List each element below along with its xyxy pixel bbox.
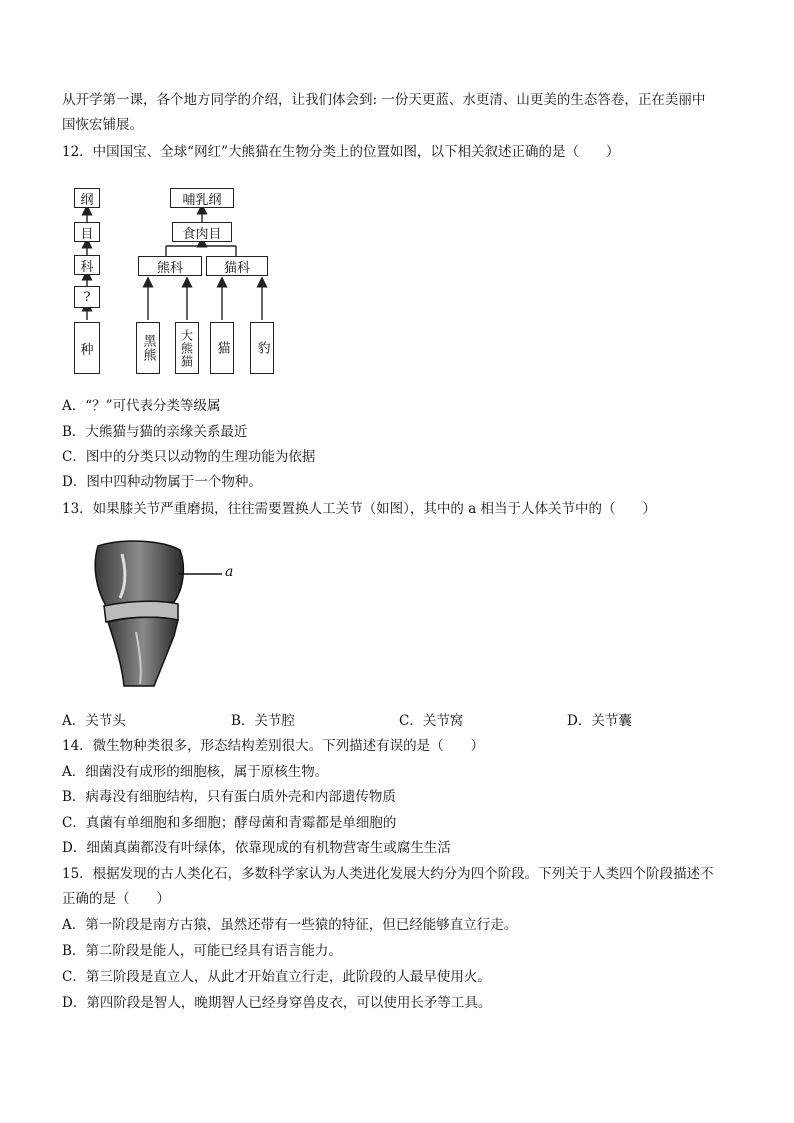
q15-option-a: A．第一阶段是南方古猿，虽然还带有一些猿的特征，但已经能够直立行走。 <box>62 917 518 933</box>
q13-option-a: A．关节头 <box>62 713 126 729</box>
box-giant-panda: 大熊猫 <box>175 322 199 374</box>
box-ursidae: 熊科 <box>138 256 202 276</box>
q14-option-a: A．细菌没有成形的细胞核，属于原核生物。 <box>62 764 329 780</box>
box-cat: 猫 <box>210 322 234 374</box>
box-black-bear: 黑熊 <box>136 322 160 374</box>
q12-option-b: B．大熊猫与猫的亲缘关系最近 <box>62 424 248 440</box>
box-felidae: 猫科 <box>206 256 268 276</box>
box-carnivora: 食肉目 <box>172 222 232 242</box>
knee-joint-illustration <box>62 536 262 696</box>
intro-line-1: 从开学第一课，各个地方同学的介绍，让我们体会到: 一份天更蓝、水更清、山更美的生态答卷，正在美丽中 <box>62 92 706 108</box>
box-order-generic: 目 <box>74 222 100 242</box>
q12-option-a: A．“？”可代表分类等级属 <box>62 398 221 414</box>
q15-option-c: C．第三阶段是直立人，从此才开始直立行走，此阶段的人最早使用火。 <box>62 969 491 985</box>
q14-option-b: B．病毒没有细胞结构，只有蛋白质外壳和内部遗传物质 <box>62 789 396 805</box>
q15-stem-line-2: 正确的是（ ） <box>62 891 170 907</box>
box-leopard: 豹 <box>250 322 274 374</box>
q13-stem: 13．如果膝关节严重磨损，往往需要置换人工关节（如图），其中的 a 相当于人体关节中的（ ） <box>62 501 657 517</box>
q14-stem: 14．微生物种类很多，形态结构差别很大。下列描述有误的是（ ） <box>62 738 485 754</box>
q14-option-d: D．细菌真菌都没有叶绿体，依靠现成的有机物营寄生或腐生生活 <box>62 840 451 856</box>
q13-option-c: C．关节窝 <box>399 713 464 729</box>
box-class-generic: 纲 <box>74 188 100 208</box>
q14-option-c: C．真菌有单细胞和多细胞；酵母菌和青霉都是单细胞的 <box>62 815 397 831</box>
box-species-generic: 种 <box>74 322 100 374</box>
box-family-generic: 科 <box>74 255 100 275</box>
box-mammalia: 哺乳纲 <box>170 188 234 208</box>
taxonomy-diagram <box>62 180 292 380</box>
q12-option-d: D．图中四种动物属于一个物种。 <box>62 474 262 490</box>
intro-line-2: 国恢宏铺展。 <box>62 117 143 133</box>
q15-option-d: D．第四阶段是智人，晚期智人已经身穿兽皮衣，可以使用长矛等工具。 <box>62 995 492 1011</box>
q13-option-d: D．关节囊 <box>567 713 632 729</box>
box-unknown-rank: ? <box>74 286 100 308</box>
q12-stem: 12．中国国宝、全球“网红”大熊猫在生物分类上的位置如图，以下相关叙述正确的是（ ） <box>62 144 620 160</box>
q15-stem-line-1: 15．根据发现的古人类化石，多数科学家认为人类进化发展大约分为四个阶段。下列关于人类四个阶段描述不 <box>62 866 714 882</box>
q13-option-b: B．关节腔 <box>231 713 295 729</box>
q15-option-b: B．第二阶段是能人，可能已经具有语言能力。 <box>62 943 342 959</box>
label-a: a <box>225 564 234 580</box>
q12-option-c: C．图中的分类只以动物的生理功能为依据 <box>62 449 316 465</box>
artificial-knee-figure <box>62 536 262 696</box>
